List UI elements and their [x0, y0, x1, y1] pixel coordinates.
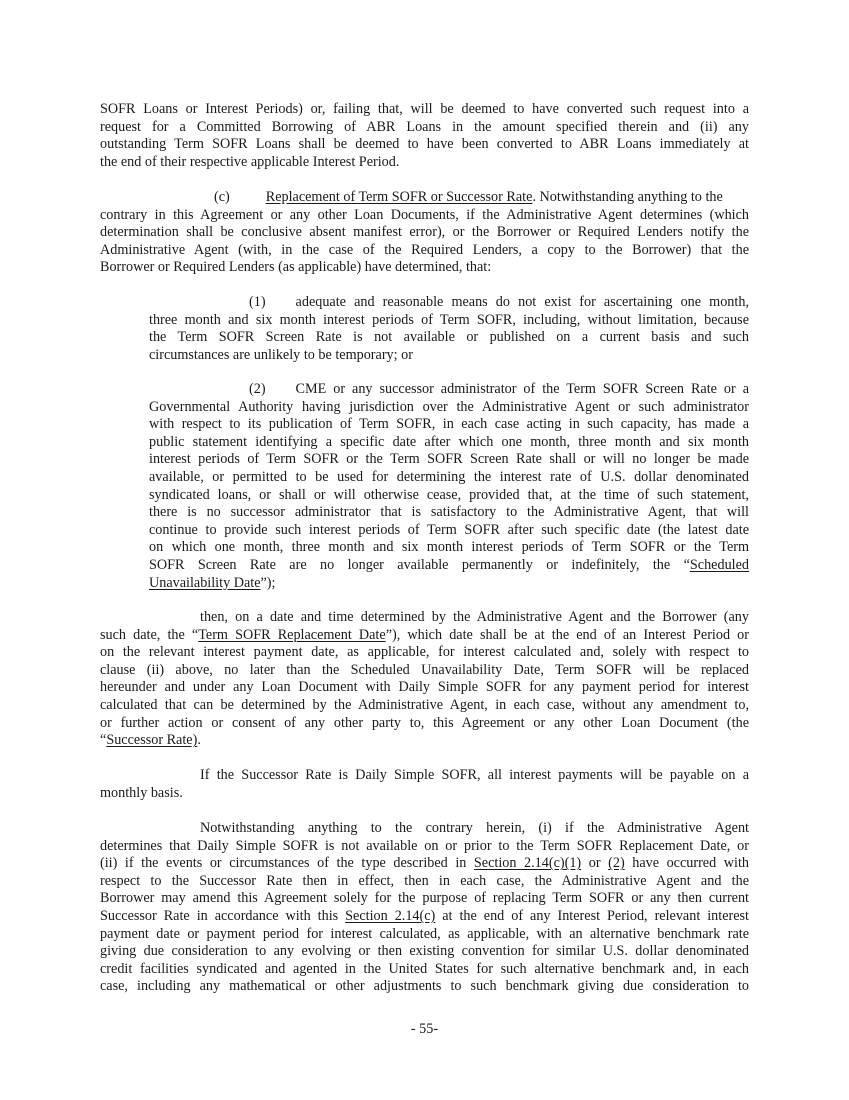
text-line: [149, 575, 749, 593]
text-line: [100, 855, 749, 873]
text-line: clause (ii) above, no later than the Scheduled Unavailability Date, Term SOFR will be replaced: [100, 661, 749, 678]
text-line: the end of their respective applicable Interest Period.: [100, 153, 400, 170]
text-line: [100, 732, 749, 750]
text-span: Successor Rate in accordance with this: [100, 907, 346, 924]
text-span: CME or any successor administrator of the Term SOFR Screen Rate or a: [295, 381, 749, 397]
text-line: on the relevant interest payment date, as applicable, for interest calculated and, solely with respect to: [100, 644, 749, 661]
text-line: [149, 294, 749, 312]
text-line: calculated that can be determined by the Administrative Agent, in each case, without any amendment to,: [100, 696, 749, 713]
text-line: continue to provide such interest periods of Term SOFR after such specific date (the latest date: [149, 521, 749, 538]
text-line: syndicated loans, or shall or will otherwise cease, provided that, at the time of such statement,: [149, 486, 749, 503]
text-line: [100, 189, 749, 207]
section-reference: Section 2.14(c)(1): [473, 855, 582, 872]
text-line: available, or permitted to be used for determining the interest rate of U.S. dollar denominated: [149, 468, 749, 485]
defined-term: Successor Rate): [106, 732, 198, 749]
text-line: Notwithstanding anything to the contrary herein, (i) if the Administrative Agent: [200, 820, 749, 836]
text-line: [100, 908, 749, 926]
item-label: (1): [249, 294, 266, 310]
defined-term: Unavailability Date: [149, 574, 261, 591]
text-line: respect to the Successor Rate then in effect, then in each case, the Administrative Agent and the: [100, 872, 749, 889]
text-line: Governmental Authority having jurisdiction over the Administrative Agent or such administrator: [149, 398, 749, 415]
clause-item-2: [149, 381, 749, 592]
text-line: case, including any mathematical or other adjustments to such benchmark giving due consideration to: [100, 978, 749, 995]
item-label: (2): [249, 381, 266, 397]
text-line: outstanding Term SOFR Loans shall be deemed to have been converted to ABR Loans immediately at: [100, 136, 749, 153]
defined-term: Term SOFR Replacement Date: [198, 626, 386, 643]
clause-item-1: [149, 294, 749, 364]
section-reference: Section 2.14(c): [345, 907, 436, 924]
text-line: public statement identifying a specific date after which one month, three month and six month: [149, 433, 749, 450]
text-span: or: [581, 855, 609, 872]
section-heading: Replacement of Term SOFR or Successor Rate: [265, 189, 533, 205]
text-line: If the Successor Rate is Daily Simple SOFR, all interest payments will be payable on a: [200, 767, 749, 783]
text-line: giving due consideration to any evolving or then existing convention for similar U.S. dollar denominated: [100, 943, 749, 960]
defined-term: Scheduled: [689, 556, 749, 573]
text-span: . Notwithstanding anything to the: [532, 189, 723, 205]
section-label: (c): [214, 189, 230, 205]
text-line: then, on a date and time determined by the Administrative Agent and the Borrower (any: [200, 609, 749, 625]
text-line: Administrative Agent (with, in the case of the Required Lenders, a copy to the Borrower) that the: [100, 241, 749, 258]
text-line: payment date or payment period for interest calculated, as applicable, with an alternative benchmark rate: [100, 925, 749, 942]
text-line: contrary in this Agreement or any other Loan Documents, if the Administrative Agent determines (which: [100, 206, 749, 223]
paragraph-then: [100, 609, 749, 750]
text-line: SOFR Loans or Interest Periods) or, failing that, will be deemed to have converted such request into a: [100, 101, 749, 117]
text-span: ”);: [260, 574, 276, 591]
paragraph-notwithstanding: [100, 820, 749, 996]
text-line: monthly basis.: [100, 784, 183, 801]
text-span: (ii) if the events or circumstances of the type described in: [100, 855, 474, 872]
text-line: credit facilities syndicated and agented in the United States for such alternative benchmark and, in each: [100, 960, 749, 977]
text-line: Borrower may amend this Agreement solely for the purpose of replacing Term SOFR or any then current: [100, 890, 749, 907]
text-line: hereunder and under any Loan Document with Daily Simple SOFR for any payment period for interest: [100, 679, 749, 696]
text-span: such date, the “: [100, 626, 199, 643]
text-line: determines that Daily Simple SOFR is not available on or prior to the Term SOFR Replacement Date, or: [100, 837, 749, 854]
text-span: have occurred with: [624, 855, 749, 872]
section-reference: (2): [608, 855, 625, 872]
text-line: determination shall be conclusive absent manifest error), or the Borrower or Required Lenders notify the: [100, 224, 749, 241]
text-line: [149, 381, 749, 399]
text-line: the Term SOFR Screen Rate is not available or published on a current basis and such: [149, 329, 749, 346]
text-line: [149, 557, 749, 575]
text-span: “: [100, 732, 107, 749]
text-line: or further action or consent of any other party to, this Agreement or any other Loan Document (the: [100, 714, 749, 731]
text-line: three month and six month interest periods of Term SOFR, including, without limitation, because: [149, 311, 749, 328]
text-span: adequate and reasonable means do not exist for ascertaining one month,: [295, 294, 749, 310]
text-line: there is no successor administrator that is satisfactory to the Administrative Agent, that will: [149, 504, 749, 521]
section-c-paragraph: [100, 189, 749, 277]
text-span: ”), which date shall be at the end of an Interest Period or: [385, 626, 750, 643]
text-span: at the end of any Interest Period, relevant interest: [435, 907, 749, 924]
text-span: SOFR Screen Rate are no longer available permanently or indefinitely, the “: [149, 556, 690, 573]
paragraph-continuation: [100, 101, 749, 171]
text-line: Borrower or Required Lenders (as applicable) have determined, that:: [100, 259, 492, 276]
text-line: [100, 627, 749, 645]
paragraph-monthly: [100, 767, 749, 802]
text-line: with respect to its publication of Term SOFR, in each case acting in such capacity, has made a: [149, 416, 749, 433]
text-line: circumstances are unlikely to be temporary; or: [149, 346, 413, 363]
text-line: request for a Committed Borrowing of ABR Loans in the amount specified therein and (ii) any: [100, 118, 749, 135]
text-span: .: [197, 732, 201, 749]
page-number: - 55-: [410, 1021, 439, 1037]
text-line: on which one month, three month and six month interest periods of Term SOFR or the Term: [149, 539, 749, 556]
text-line: interest periods of Term SOFR or the Term SOFR Screen Rate shall or will no longer be made: [149, 451, 749, 468]
